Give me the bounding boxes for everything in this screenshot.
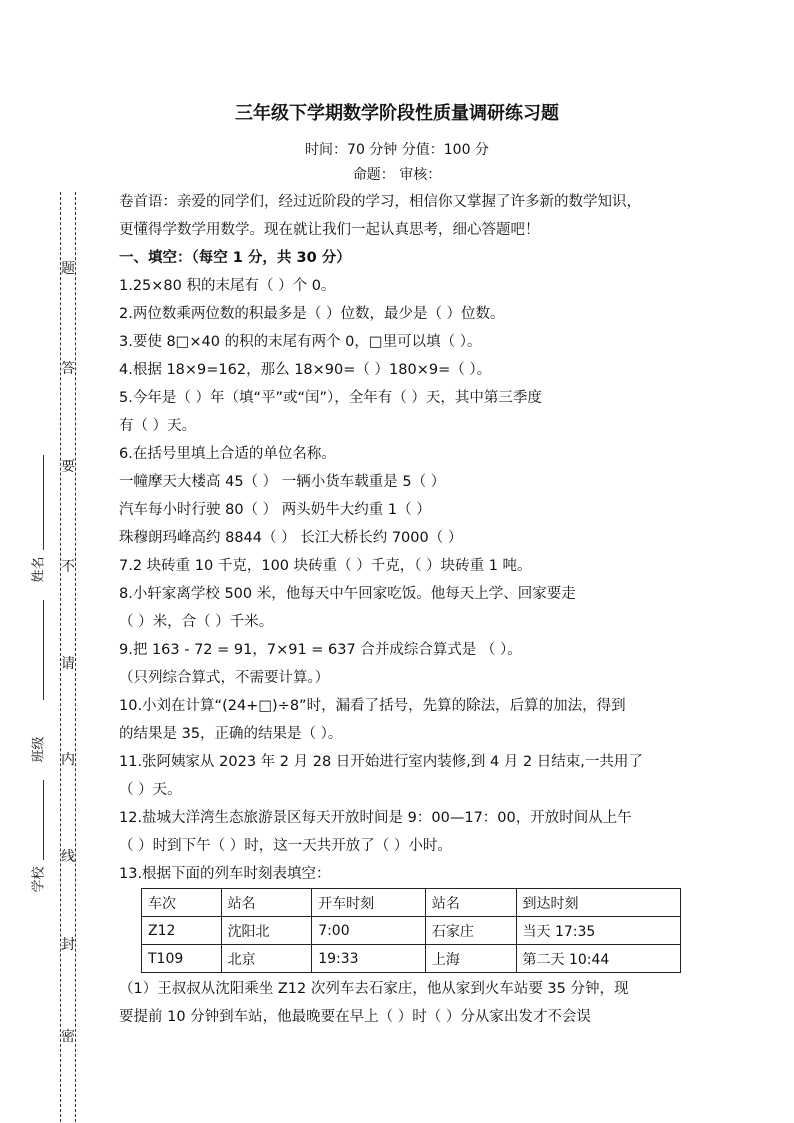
- seal-char: 内: [61, 752, 75, 768]
- page-title: 三年级下学期数学阶段性质量调研练习题: [235, 103, 559, 124]
- seal-char: 答: [61, 361, 75, 377]
- question-line: 一幢摩天大楼高 45（ ） 一辆小货车载重是 5（ ）: [119, 474, 446, 490]
- question-line: 6.在括号里填上合适的单位名称。: [119, 446, 336, 462]
- question-line: 5.今年是（ ）年（填“平”或“闰”），全年有（ ）天，其中第三季度: [119, 390, 542, 406]
- seal-char: 密: [61, 1029, 75, 1045]
- table-header-cell: 车次: [142, 889, 222, 917]
- intro-line: 卷首语：亲爱的同学们，经过近阶段的学习，相信你又掌握了许多新的数学知识，: [119, 194, 641, 210]
- question-line: 11.张阿姨家从 2023 年 2 月 28 日开始进行室内装修,到 4 月 2 日结束,一共用了: [119, 754, 643, 770]
- seal-char: 不: [61, 559, 75, 575]
- question-line: （只列综合算式，不需要计算。）: [119, 670, 330, 686]
- table-cell: 北京: [221, 945, 312, 973]
- name-fill-line-lower[interactable]: [43, 600, 44, 700]
- table-header-row: [142, 889, 681, 917]
- class-fill-line[interactable]: [43, 780, 44, 860]
- class-label: 班级: [31, 736, 47, 763]
- question-line: 13.根据下面的列车时刻表填空：: [119, 866, 331, 882]
- seal-char: 请: [61, 656, 75, 672]
- section-heading: 一、填空：（每空 1 分，共 30 分）: [119, 250, 351, 266]
- table-header-cell: 站名: [425, 889, 516, 917]
- question-line: 10.小刘在计算“(24+□)÷8”时，漏看了括号，先算的除法，后算的加法，得到: [119, 698, 626, 714]
- question-line: 7.2 块砖重 10 千克，100 块砖重（ ）千克，（ ）块砖重 1 吨。: [119, 558, 532, 574]
- table-header-cell: 站名: [221, 889, 312, 917]
- table-cell: 7:00: [312, 917, 426, 945]
- question-line: 汽车每小时行驶 80（ ） 两头奶牛大约重 1（ ）: [119, 502, 431, 518]
- table-cell: 沈阳北: [221, 917, 312, 945]
- name-fill-line[interactable]: [43, 455, 44, 550]
- table-header-cell: 开车时刻: [312, 889, 426, 917]
- question-line: 的结果是 35，正确的结果是（ ）。: [119, 726, 343, 742]
- question-line: 2.两位数乘两位数的积最多是（ ）位数，最少是（ ）位数。: [119, 306, 505, 322]
- school-label: 学校: [31, 866, 47, 893]
- intro-line: 更懂得学数学用数学。现在就让我们一起认真思考，细心答题吧！: [119, 222, 540, 238]
- name-label: 姓名: [31, 556, 47, 583]
- seal-char: 题: [61, 261, 75, 277]
- table-row: [142, 945, 681, 973]
- question-line: 3.要使 8□×40 的积的末尾有两个 0，□里可以填（ ）。: [119, 334, 482, 350]
- author-reviewer-line: 命题： 审核：: [352, 167, 442, 183]
- question-line: （ ）米，合（ ）千米。: [119, 614, 274, 630]
- seal-char: 线: [61, 849, 75, 865]
- question-line: 珠穆朗玛峰高约 8844（ ） 长江大桥长约 7000（ ）: [119, 530, 463, 546]
- question-line: （ ）时到下午（ ）时，这一天共开放了（ ）小时。: [119, 838, 452, 854]
- question-line: （ ）天。: [119, 782, 182, 798]
- table-cell: 石家庄: [425, 917, 516, 945]
- table-cell: Z12: [142, 917, 222, 945]
- table-cell: T109: [142, 945, 222, 973]
- table-cell: 第二天 10:44: [516, 945, 680, 973]
- table-row: [142, 917, 681, 945]
- table-cell: 当天 17:35: [516, 917, 680, 945]
- question-body: [119, 188, 681, 1031]
- table-header-cell: 到达时刻: [516, 889, 680, 917]
- time-score-line: 时间：70 分钟 分值：100 分: [305, 142, 489, 158]
- question-line: 1.25×80 积的末尾有（ ）个 0。: [119, 278, 336, 294]
- seal-char: 封: [61, 937, 75, 953]
- question-line: 12.盐城大洋湾生态旅游景区每天开放时间是 9：00—17：00，开放时间从上午: [119, 810, 632, 826]
- question-line: 4.根据 18×9=162，那么 18×90=（ ）180×9=（ ）。: [119, 362, 492, 378]
- question-line: 有（ ）天。: [119, 418, 197, 434]
- question-line: （1）王叔叔从沈阳乘坐 Z12 次列车去石家庄，他从家到火车站要 35 分钟，现: [119, 981, 629, 997]
- question-line: 8.小轩家离学校 500 米，他每天中午回家吃饭。他每天上学、回家要走: [119, 586, 576, 602]
- seal-char: 要: [61, 459, 75, 475]
- question-line: 9.把 163 - 72 = 91，7×91 = 637 合并成综合算式是 （ ）。: [119, 642, 522, 658]
- table-cell: 上海: [425, 945, 516, 973]
- question-line: 要提前 10 分钟到车站，他最晚要在早上（ ）时（ ）分从家出发才不会误: [119, 1009, 591, 1025]
- train-timetable: [141, 888, 681, 973]
- table-cell: 19:33: [312, 945, 426, 973]
